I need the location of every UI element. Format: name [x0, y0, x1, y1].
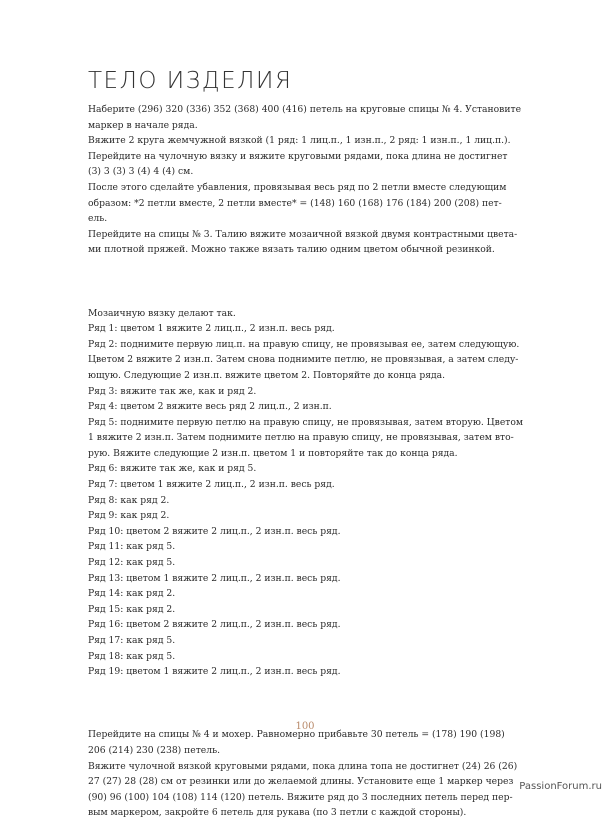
text-line: Ряд 4: цветом 2 вяжите весь ряд 2 лиц.п., 2 изн.п.	[88, 401, 332, 413]
text-line: Наберите (296) 320 (336) 352 (368) 400 (416) петель на круговые спицы № 4. Установите	[88, 104, 522, 115]
text-line: Мозаичную вязку делают так.	[88, 307, 236, 319]
page-number: 100	[295, 721, 315, 732]
text-line: Ряд 16: цветом 2 вяжите 2 лиц.п., 2 изн.п. весь ряд.	[88, 619, 341, 631]
text-line: Перейдите на спицы № 4 и мохер. Равномерно прибавьте 30 петель = (178) 190 (198)	[88, 729, 505, 741]
text-line: образом: *2 петли вместе, 2 петли вместе* = (148) 160 (168) 176 (184) 200 (208) пет-	[88, 197, 502, 209]
paragraph-gap	[88, 696, 528, 712]
watermark: PassionForum.ru	[519, 781, 602, 792]
page-content	[88, 66, 528, 821]
text-line: (3) 3 (3) 3 (4) 4 (4) см.	[88, 166, 194, 178]
text-line: Ряд 3: вяжите так же, как и ряд 2.	[88, 385, 257, 397]
text-line: (90) 96 (100) 104 (108) 114 (120) петель. Вяжите ряд до 3 последних петель перед пер-	[88, 791, 513, 803]
text-line: Ряд 12: как ряд 5.	[88, 557, 176, 569]
text-line: 1 вяжите 2 изн.п. Затем поднимите петлю на правую спицу, не провязывая, затем вто-	[88, 432, 514, 444]
text-line: Ряд 18: как ряд 5.	[88, 650, 176, 662]
text-line: ющую. Следующие 2 изн.п. вяжите цветом 2. Повторяйте до конца ряда.	[88, 369, 446, 381]
text-line: Цветом 2 вяжите 2 изн.п. Затем снова поднимите петлю, не провязывая, а затем следу-	[88, 354, 519, 366]
text-line: Ряд 19: цветом 1 вяжите 2 лиц.п., 2 изн.п. весь ряд.	[88, 666, 341, 678]
text-line: Ряд 7: цветом 1 вяжите 2 лиц.п., 2 изн.п. весь ряд.	[88, 479, 335, 491]
text-line: Ряд 2: поднимите первую лиц.п. на правую спицу, не провязывая ее, затем следующую.	[88, 338, 520, 350]
text-line: вым маркером, закройте 6 петель для рукава (по 3 петли с каждой стороны).	[88, 807, 467, 819]
text-line: Ряд 11: как ряд 5.	[88, 541, 176, 553]
text-line: Ряд 1: цветом 1 вяжите 2 лиц.п., 2 изн.п. весь ряд.	[88, 323, 335, 335]
text-line: Ряд 9: как ряд 2.	[88, 510, 170, 522]
text-line: Ряд 6: вяжите так же, как и ряд 5.	[88, 463, 257, 475]
text-line: ель.	[88, 213, 108, 225]
text-line: ми плотной пряжей. Можно также вязать талию одним цветом обычной резинкой.	[88, 244, 495, 256]
text-line: Ряд 14: как ряд 2.	[88, 588, 176, 600]
text-line: Ряд 13: цветом 1 вяжите 2 лиц.п., 2 изн.п. весь ряд.	[88, 572, 341, 584]
text-line: Ряд 10: цветом 2 вяжите 2 лиц.п., 2 изн.п. весь ряд.	[88, 525, 341, 537]
paragraph-gap	[88, 274, 528, 290]
text-line: Ряд 5: поднимите первую петлю на правую спицу, не провязывая, затем вторую. Цветом	[88, 416, 524, 428]
text-line: 27 (27) 28 (28) см от резинки или до желаемой длины. Установите еще 1 маркер через	[88, 776, 514, 788]
text-line: Перейдите на спицы № 3. Талию вяжите мозаичной вязкой двумя контрастными цвета-	[88, 228, 518, 240]
text-line: Вяжите чулочной вязкой круговыми рядами, пока длина топа не достигнет (24) 26 (26)	[88, 760, 518, 772]
text-line: Перейдите на чулочную вязку и вяжите круговыми рядами, пока длина не достигнет	[88, 150, 508, 162]
section-title: ТЕЛО ИЗДЕЛИЯ	[88, 68, 293, 94]
text-line: маркер в начале ряда.	[88, 119, 198, 131]
text-line: 206 (214) 230 (238) петель.	[88, 744, 221, 756]
text-line: Ряд 15: как ряд 2.	[88, 603, 176, 615]
body-text	[88, 102, 528, 821]
text-line: Ряд 8: как ряд 2.	[88, 494, 170, 506]
text-line: После этого сделайте убавления, провязывая весь ряд по 2 петли вместе следующим	[88, 181, 507, 193]
text-line: рую. Вяжите следующие 2 изн.п. цветом 1 и повторяйте так до конца ряда.	[88, 447, 458, 459]
text-line: Ряд 17: как ряд 5.	[88, 635, 176, 646]
text-line: Вяжите 2 круга жемчужной вязкой (1 ряд: 1 лиц.п., 1 изн.п., 2 ряд: 1 изн.п., 1 лиц.п.).	[88, 135, 511, 147]
